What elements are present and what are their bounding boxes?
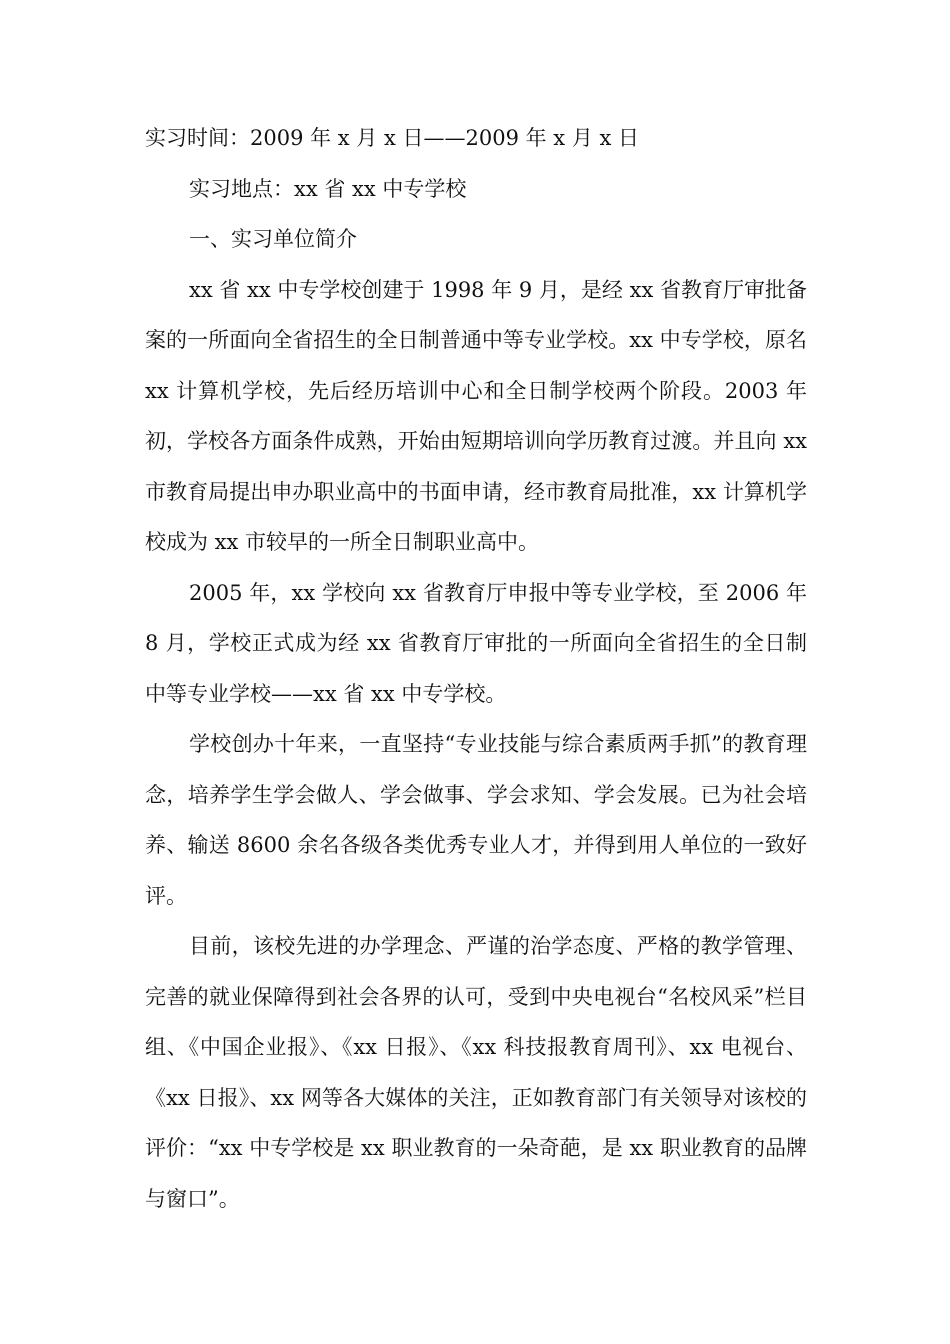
paragraph-school-philosophy: 学校创办十年来，一直坚持“专业技能与综合素质两手抓”的教育理念，培养学生学会做人、学会做事、学会求知、学会发展。已为社会培养、输送 8600 余名各级各类优秀专业人才，并得到用人单位的一致好评。 — [145, 732, 807, 908]
paragraph-school-history: xx 省 xx 中专学校创建于 1998 年 9 月，是经 xx 省教育厅审批备案的一所面向全省招生的全日制普通中等专业学校。xx 中专学校，原名 xx 计算机学校，先后经历培训中心和全日制学校两个阶段。2003 年初，学校各方面条件成熟，开始由短期培训向学历教育过渡。并且向 xx 市教育局提出申办职业高中的书面申请，经市教育局批准，xx 计算机学校成为 xx 市较早的一所全日制职业高中。 — [145, 277, 807, 554]
internship-time: 实习时间：2009 年 x 月 x 日——2009 年 x 月 x 日 — [145, 126, 640, 150]
section-heading: 一、实习单位简介 — [189, 227, 357, 251]
paragraph-school-upgrade: 2005 年，xx 学校向 xx 省教育厅申报中等专业学校，至 2006 年 8 月，学校正式成为经 xx 省教育厅审批的一所面向全省招生的全日制中等专业学校——xx 省 xx 中专学校。 — [145, 580, 807, 706]
internship-place: 实习地点：xx 省 xx 中专学校 — [189, 176, 467, 201]
paragraph-school-recognition: 目前，该校先进的办学理念、严谨的治学态度、严格的教学管理、完善的就业保障得到社会各界的认可，受到中央电视台“名校风采”栏目组、《中国企业报》、《xx 日报》、《xx 科技报教育周刊》、xx 电视台、《xx 日报》、xx 网等各大媒体的关注，正如教育部门有关领导对该校的评价：“xx 中专学校是 xx 职业教育的一朵奇葩，是 xx 职业教育的品牌与窗口”。 — [145, 934, 807, 1211]
document-body — [145, 113, 807, 1224]
